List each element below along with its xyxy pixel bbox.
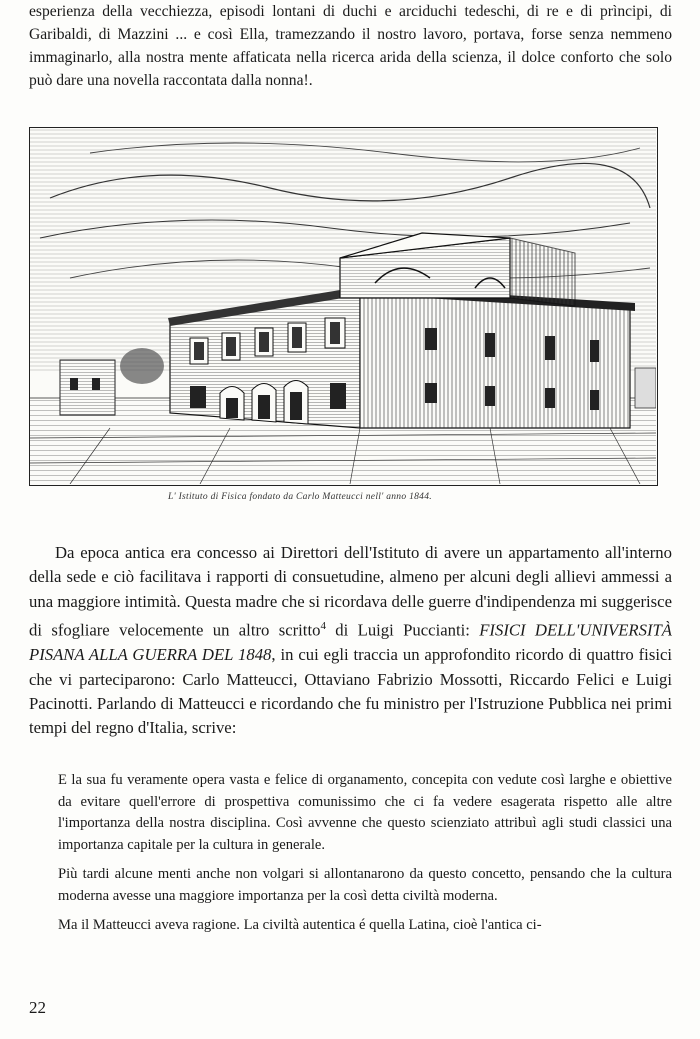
quote-paragraph: Più tardi alcune menti anche non volgari si allontanarono da questo concetto, pensando che la cultura moderna avesse una maggiore importanza per la così detta civiltà moderna. bbox=[58, 866, 672, 904]
body-text-segment: Da epoca antica era concesso ai Direttori dell'Istituto di avere un appartamento all'interno della sede e ciò facilitava i rapporti di consuetudine, almeno per alcuni degli allievi ammessi a una maggiore intimità. Questa madre che si ricordava delle guerre d'indipendenza mi suggerisce di sfogliare velocemente un altro scritto bbox=[29, 543, 672, 640]
body-paragraph-text bbox=[29, 541, 672, 741]
body-text-segment: di Luigi Puccianti: bbox=[325, 620, 480, 640]
top-paragraph bbox=[29, 0, 672, 92]
top-paragraph-text: esperienza della vecchiezza, episodi lontani di duchi e arciduchi tedeschi, di re e di prìncipi, di Garibaldi, di Mazzini ... e così Ella, tramezzando il nostro lavoro, portava, forse senza nemmeno immaginarlo, alla nostra mente affaticata nella ricerca arida della scienza, il dolce conforto che solo può dare una novella raccontata dalla nonna!. bbox=[29, 3, 672, 89]
cited-title: FISICI DELL'UNIVERSITÀ PISANA ALLA GUERRA DEL 1848 bbox=[29, 620, 672, 665]
building-engraving-illustration bbox=[30, 128, 656, 484]
page-number: 22 bbox=[29, 998, 46, 1017]
footnote-reference[interactable]: 4 bbox=[320, 620, 326, 633]
quote-paragraph: Ma il Matteucci aveva ragione. La civiltà autentica é quella Latina, cioè l'antica ci- bbox=[58, 917, 542, 933]
figure-frame bbox=[29, 127, 658, 486]
figure-caption: L' Istituto di Fisica fondato da Carlo Matteucci nell' anno 1844. bbox=[168, 492, 432, 502]
block-quote bbox=[58, 770, 672, 945]
body-paragraph bbox=[29, 541, 672, 741]
body-text-segment: , in cui egli traccia un approfondito ricordo di quattro fisici che vi parteciparono: Carlo Matteucci, Ottaviano Fabrizio Mossotti, Riccardo Felici e Luigi Pacinotti. Parlando di Matteucci e ricordando che fu ministro per l'Istruzione Pubblica nei primi tempi del regno d'Italia, scrive: bbox=[29, 645, 672, 738]
quote-paragraph: E la sua fu veramente opera vasta e felice di organamento, concepita con vedute così larghe e obiettive da evitare quell'errore di prospettiva comunissimo che ci fa vedere esagerata rispetto alle altre l'importanza della nostra disciplina. Così avvenne che questo scienziato attribuì agli studi classici una importanza capitale per la cultura in generale. bbox=[58, 772, 672, 853]
